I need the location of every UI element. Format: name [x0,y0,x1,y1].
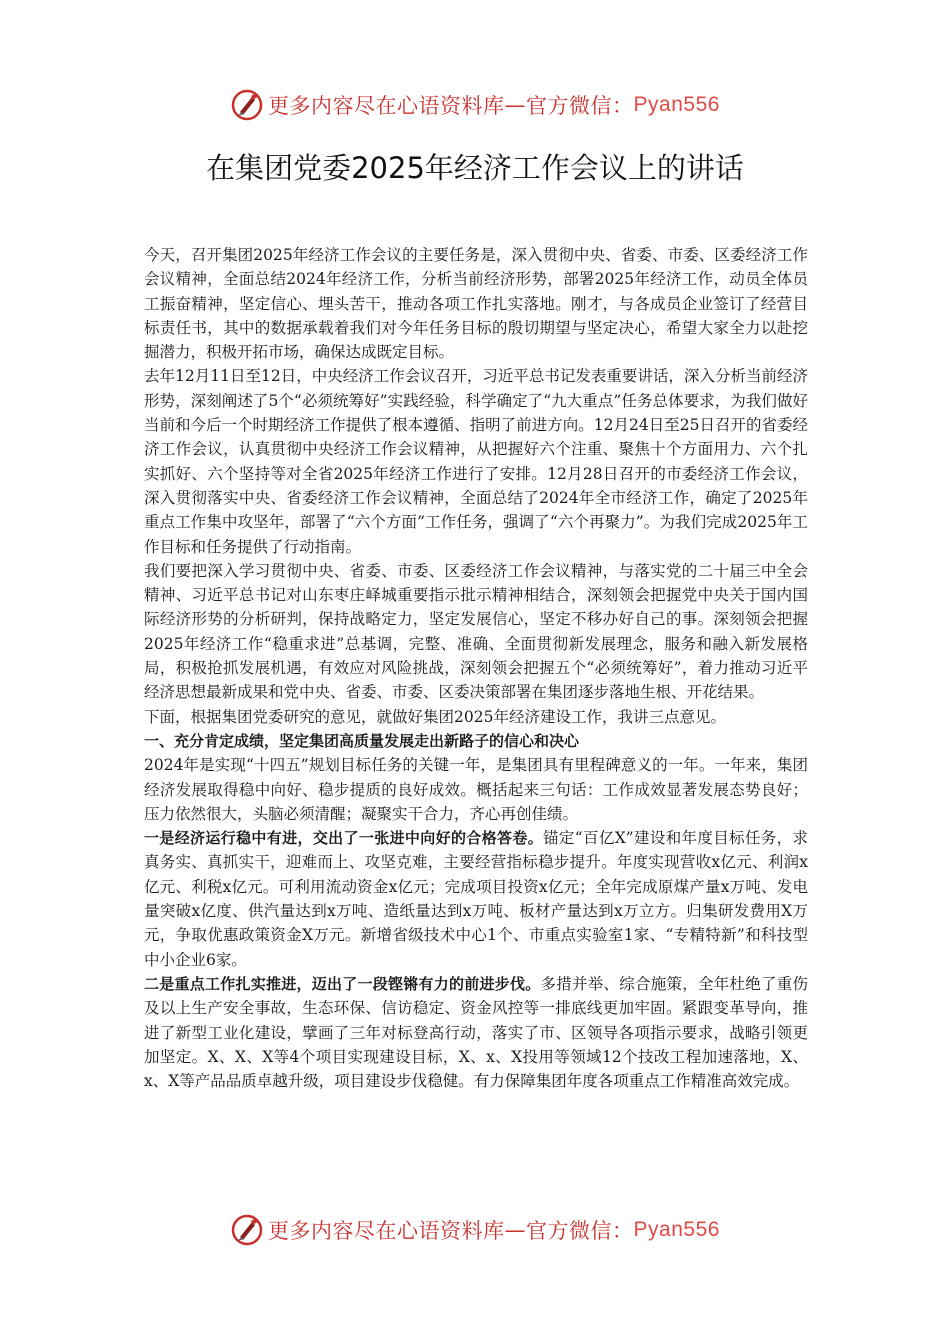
logo-icon [230,88,264,122]
banner-dash: — [504,93,527,117]
paragraph-6 [144,826,808,972]
banner-wechat-id: Pyan556 [633,93,720,116]
paragraph-7 [144,972,808,1093]
banner-wechat-id: Pyan556 [633,1218,720,1241]
header-banner [0,85,950,125]
banner-dash: — [504,1218,527,1242]
paragraph-7-lead: 二是重点工作扎实推进，迈出了一段铿锵有力的前进步伐。 [144,974,541,993]
paragraph-2: 去年12月11日至12日，中央经济工作会议召开，习近平总书记发表重要讲话，深入分析当前经济形势，深刻阐述了5个“必须统筹好”实践经验，科学确定了“九大重点”任务总体要求，为我们做好当前和今后一个时期经济工作提供了根本遵循、指明了前进方向。12月24日至25日召开的省委经济工作会议，认真贯彻中央经济工作会议精神，从把握好六个注重、聚焦十个方面用力、六个扎实抓好、六个坚持等对全省2025年经济工作进行了安排。12月28日召开的市委经济工作会议，深入贯彻落实中央、省委经济工作会议精神，全面总结了2024年全市经济工作，确定了2025年重点工作集中攻坚年，部署了“六个方面”工作任务，强调了“六个再聚力”。为我们完成2025年工作目标和任务提供了行动指南。 [144,367,808,556]
document-title: 在集团党委2025年经济工作会议上的讲话 [206,151,744,185]
banner-label: 官方微信： [526,1219,634,1243]
banner-label: 官方微信： [526,94,634,118]
banner-text: 更多内容尽在心语资料库 [268,94,505,118]
banner-text: 更多内容尽在心语资料库 [268,1219,505,1243]
logo-icon [230,1213,264,1247]
paragraph-4: 下面，根据集团党委研究的意见，就做好集团2025年经济建设工作，我讲三点意见。 [144,707,726,726]
paragraph-3: 我们要把深入学习贯彻中央、省委、市委、区委经济工作会议精神，与落实党的二十届三中全会精神、习近平总书记对山东枣庄峄城重要指示批示精神相结合，深刻领会把握党中央关于国内国际经济形势的分析研判，保持战略定力，坚定发展信心，坚定不移办好自己的事。深刻领会把握2025年经济工作“稳重求进”总基调，完整、准确、全面贯彻新发展理念，服务和融入新发展格局，积极抢抓发展机遇，有效应对风险挑战，深刻领会把握五个“必须统筹好”，着力推动习近平经济思想最新成果和党中央、省委、市委、区委决策部署在集团逐步落地生根、开花结果。 [144,561,808,702]
paragraph-6-body: 锚定“百亿X”建设和年度目标任务，求真务实、真抓实干，迎难而上、攻坚克难，主要经营指标稳步提升。年度实现营收x亿元、利润x亿元、利税x亿元。可利用流动资金x亿元；完成项目投资x亿元；全年完成原煤产量x万吨、发电量突破x亿度、供汽量达到x万吨、造纸量达到x万吨、板材产量达到x万立方。归集研发费用X万元，争取优惠政策资金X万元。新增省级技术中心1个、市重点实验室1家、“专精特新”和科技型中小企业6家。 [144,829,808,969]
footer-banner [0,1210,950,1250]
document-body [144,243,808,1093]
paragraph-7-body: 多措并举、综合施策，全年杜绝了重伤及以上生产安全事故，生态环保、信访稳定、资金风控等一排底线更加牢固。紧跟变革导向，推进了新型工业化建设，擘画了三年对标登高行动，落实了市、区领导各项指示要求，战略引领更加坚定。X、X、X等4个项目实现建设目标，X、x、X投用等领域12个技改工程加速落地，X、x、X等产品品质卓越升级，项目建设步伐稳健。有力保障集团年度各项重点工作精准高效完成。 [144,974,808,1091]
paragraph-1: 今天，召开集团2025年经济工作会议的主要任务是，深入贯彻中央、省委、市委、区委经济工作会议精神，全面总结2024年经济工作，分析当前经济形势，部署2025年经济工作，动员全体员工振奋精神，坚定信心、埋头苦干，推动各项工作扎实落地。刚才，与各成员企业签订了经营目标责任书，其中的数据承载着我们对今年任务目标的殷切期望与坚定决心，希望大家全力以赴挖掘潜力，积极开拓市场，确保达成既定目标。 [144,246,808,362]
paragraph-6-lead: 一是经济运行稳中有进，交出了一张进中向好的合格答卷。 [144,829,544,848]
paragraph-5: 2024年是实现“十四五”规划目标任务的关键一年，是集团具有里程碑意义的一年。一年来，集团经济发展取得稳中向好、稳步提质的良好成效。概括起来三句话：工作成效显著发展态势良好；压力依然很大，头脑必须清醒；凝聚实干合力，齐心再创佳绩。 [144,756,808,823]
section-heading-1: 一、充分肯定成绩，坚定集团高质量发展走出新路子的信心和决心 [144,731,580,750]
